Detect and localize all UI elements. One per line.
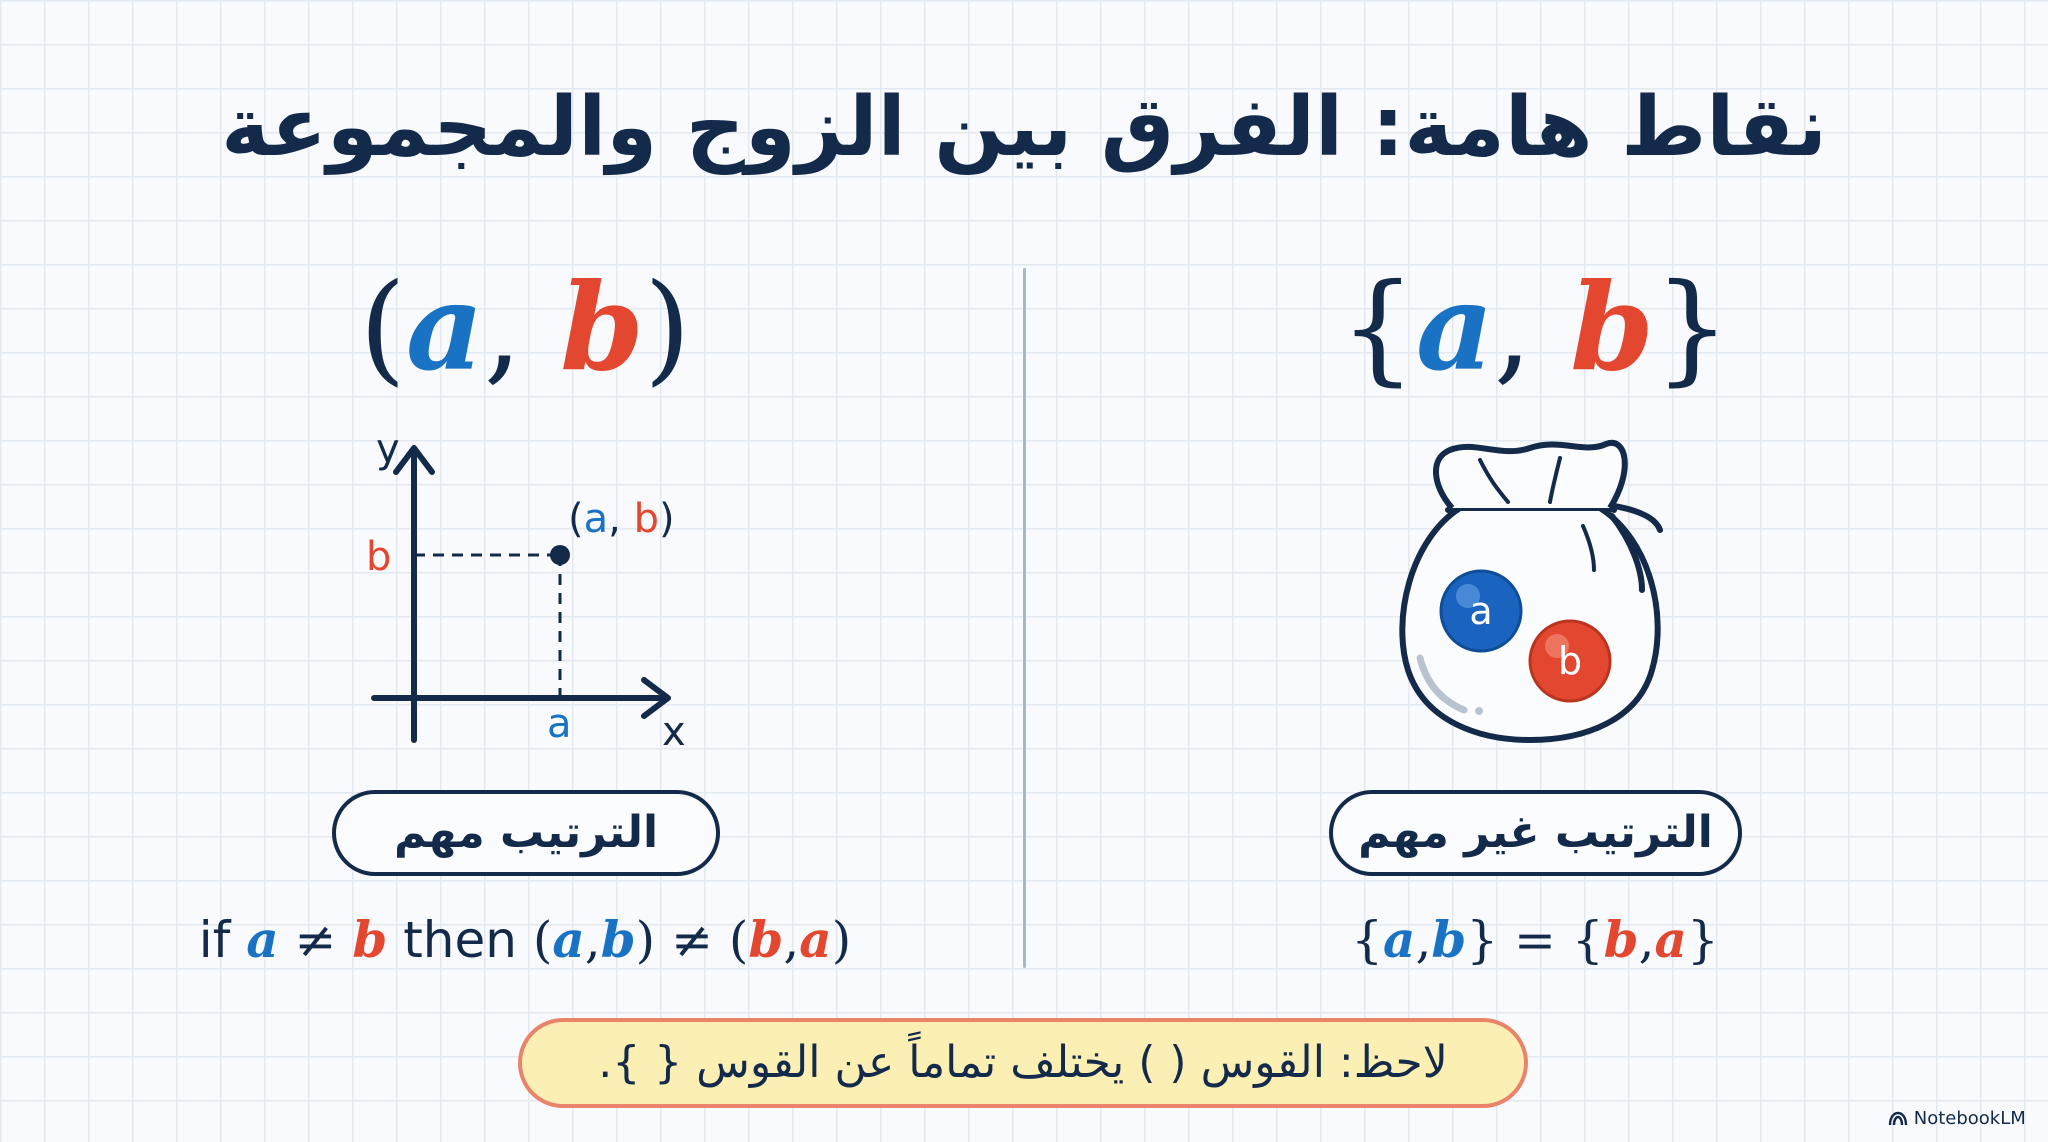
- center-divider: [1023, 268, 1026, 968]
- paren-open: (: [359, 259, 407, 398]
- point-label: (a, b): [568, 496, 675, 542]
- y-axis-label: y: [376, 430, 400, 472]
- ball-a-label: a: [1469, 589, 1493, 633]
- brand-label: NotebookLM: [1913, 1108, 2026, 1129]
- bag-neck: [1436, 443, 1625, 508]
- set-notation: [1285, 258, 1785, 398]
- brand-watermark: [1888, 1106, 2026, 1132]
- pair-a: a: [406, 257, 484, 398]
- point-ab: [550, 545, 570, 565]
- bag-body: [1402, 508, 1657, 740]
- ordered-pair-notation: [275, 258, 775, 398]
- coordinate-graph: [350, 430, 710, 760]
- brace-open: {: [1339, 259, 1417, 398]
- b-tick-label: b: [366, 534, 392, 580]
- note-banner: لاحظ: القوس ( ) يختلف تماماً عن القوس { }.: [518, 1018, 1528, 1108]
- set-formula: {a,b} = {b,a}: [1351, 910, 1719, 969]
- order-matters-pill: الترتيب مهم: [332, 790, 720, 876]
- page-title: نقاط هامة: الفرق بين الزوج والمجموعة: [221, 80, 1827, 175]
- ball-b-label: b: [1557, 639, 1583, 683]
- set-b: b: [1570, 257, 1654, 398]
- set-comma: ,: [1493, 259, 1571, 398]
- ordered-pair-formula: if a ≠ b then (a,b) ≠ (b,a): [198, 910, 852, 969]
- set-a: a: [1416, 257, 1494, 398]
- pair-b: b: [560, 257, 644, 398]
- order-not-matters-pill: الترتيب غير مهم: [1329, 790, 1742, 876]
- x-axis-label: x: [662, 709, 686, 755]
- pair-comma: ,: [483, 259, 561, 398]
- bag-icon: [1380, 430, 1680, 760]
- a-tick-label: a: [547, 701, 572, 747]
- brace-close: }: [1653, 259, 1731, 398]
- paren-close: ): [643, 259, 691, 398]
- notebooklm-logo-icon: [1888, 1111, 1908, 1127]
